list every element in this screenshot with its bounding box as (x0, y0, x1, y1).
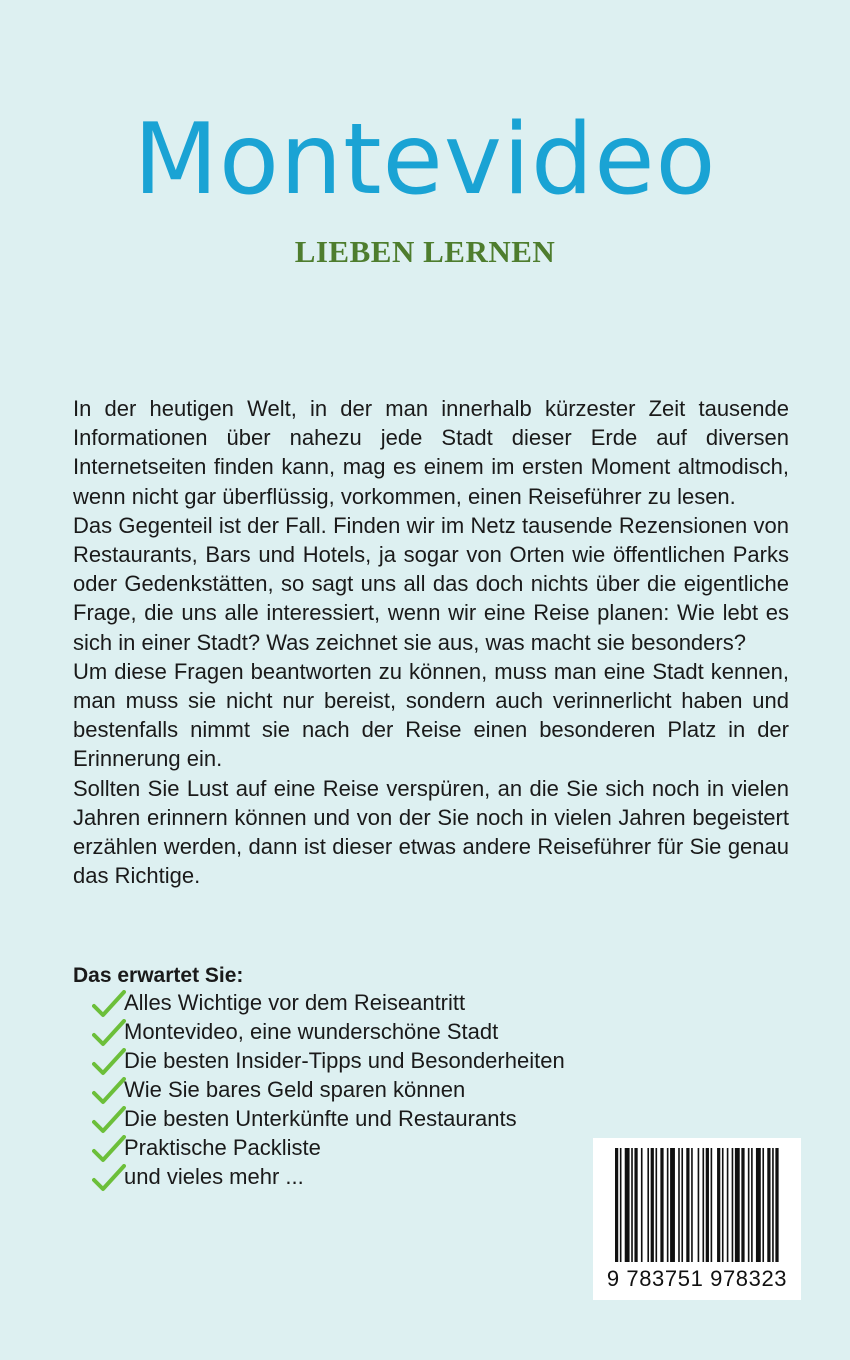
barcode-bar (620, 1148, 622, 1262)
checkmark-icon (92, 1106, 126, 1134)
barcode-bar (681, 1148, 683, 1262)
barcode-bar (748, 1148, 750, 1262)
barcode-bar (686, 1148, 689, 1262)
list-item-label: Die besten Unterkünfte und Restaurants (124, 1106, 517, 1131)
barcode-bar (647, 1148, 649, 1262)
barcode-bar (732, 1148, 734, 1262)
barcode-bar (772, 1148, 774, 1262)
barcode-bar (735, 1148, 740, 1262)
blurb-paragraph: Das Gegenteil ist der Fall. Finden wir im Netz tausende Rezensionen von Restaurants, Bars und Hotels, ja sogar von Orten wie öffentlichen Parks oder Gedenkstätten, so sagt uns all das doch nichts über die eigentliche Frage, die uns alle interessiert, wenn wir eine Reise planen: Wie lebt es sich in einer Stadt? Was zeichnet sie aus, was macht sie besonders? (73, 512, 789, 655)
list-item (92, 988, 565, 1017)
checkmark-icon (92, 1077, 126, 1105)
barcode-bar (775, 1148, 778, 1262)
barcode-bar (634, 1148, 637, 1262)
barcode-bar (656, 1148, 658, 1262)
barcode-bar (670, 1148, 675, 1262)
list-item (92, 1162, 565, 1191)
book-title: Montevideo (133, 103, 717, 217)
barcode-bar (722, 1148, 724, 1262)
list-item-label: Die besten Insider-Tipps und Besonderheiten (124, 1048, 565, 1073)
checkmark-icon (92, 1135, 126, 1163)
list-item-label: und vieles mehr ... (124, 1164, 304, 1189)
isbn-barcode (593, 1138, 801, 1300)
barcode-bar (625, 1148, 630, 1262)
checkmark-icon (92, 1019, 126, 1047)
list-item (92, 1104, 565, 1133)
book-subtitle: LIEBEN LERNEN (294, 234, 556, 269)
barcode-bar (711, 1148, 713, 1262)
barcode-bar (651, 1148, 654, 1262)
barcode-bar (698, 1148, 700, 1262)
barcode-bar (631, 1148, 633, 1262)
checkmark-icon (92, 1164, 126, 1192)
barcode-bar (727, 1148, 729, 1262)
barcode-bar (751, 1148, 753, 1262)
list-item (92, 1133, 565, 1162)
blurb-paragraph: Um diese Fragen beantworten zu können, muss man eine Stadt kennen, man muss sie nicht nur bereist, sondern auch verinnerlicht haben und bestenfalls nimmt sie nach der Reise einen besonderen Platz in der Erinnerung ein. (73, 658, 789, 772)
checkmark-icon (92, 1048, 126, 1076)
barcode-bar (706, 1148, 709, 1262)
expect-list (92, 988, 565, 1191)
expect-heading: Das erwartet Sie: (73, 964, 244, 987)
blurb-paragraph: In der heutigen Welt, in der man innerhalb kürzester Zeit tausende Informationen über nahezu jede Stadt dieser Erde auf diversen Internetseiten finden kann, mag es einem im ersten Moment altmodisch, wenn nicht gar überflüssig, vorkommen, einen Reiseführer zu lesen. (73, 396, 789, 509)
barcode-bar (756, 1148, 761, 1262)
barcode-bar (702, 1148, 704, 1262)
list-item-label: Praktische Packliste (124, 1135, 321, 1160)
barcode-bar (717, 1148, 720, 1262)
barcode-bar (615, 1148, 618, 1262)
list-item (92, 1075, 565, 1104)
blurb-text (73, 394, 789, 890)
barcode-bar (762, 1148, 764, 1262)
list-item-label: Alles Wichtige vor dem Reiseantritt (124, 990, 466, 1015)
list-item-label: Montevideo, eine wunderschöne Stadt (124, 1019, 499, 1044)
barcode-bar (691, 1148, 693, 1262)
list-item (92, 1017, 565, 1046)
checkmark-icon (92, 990, 126, 1018)
barcode-bar (660, 1148, 663, 1262)
barcode-bar (641, 1148, 643, 1262)
blurb-paragraph: Sollten Sie Lust auf eine Reise verspüren, an die Sie sich noch in vielen Jahren erinnern können und von der Sie noch in vielen Jahren begeistert erzählen werden, dann ist dieser etwas andere Reiseführer für Sie genau das Richtige. (73, 775, 789, 889)
barcode-bar (667, 1148, 669, 1262)
barcode-bar (678, 1148, 680, 1262)
isbn-number: 9 783751 978323 (606, 1266, 788, 1291)
barcode-bar (767, 1148, 770, 1262)
barcode-bar (741, 1148, 744, 1262)
list-item-label: Wie Sie bares Geld sparen können (124, 1077, 466, 1102)
list-item (92, 1046, 565, 1075)
barcode-bars (593, 1138, 801, 1268)
